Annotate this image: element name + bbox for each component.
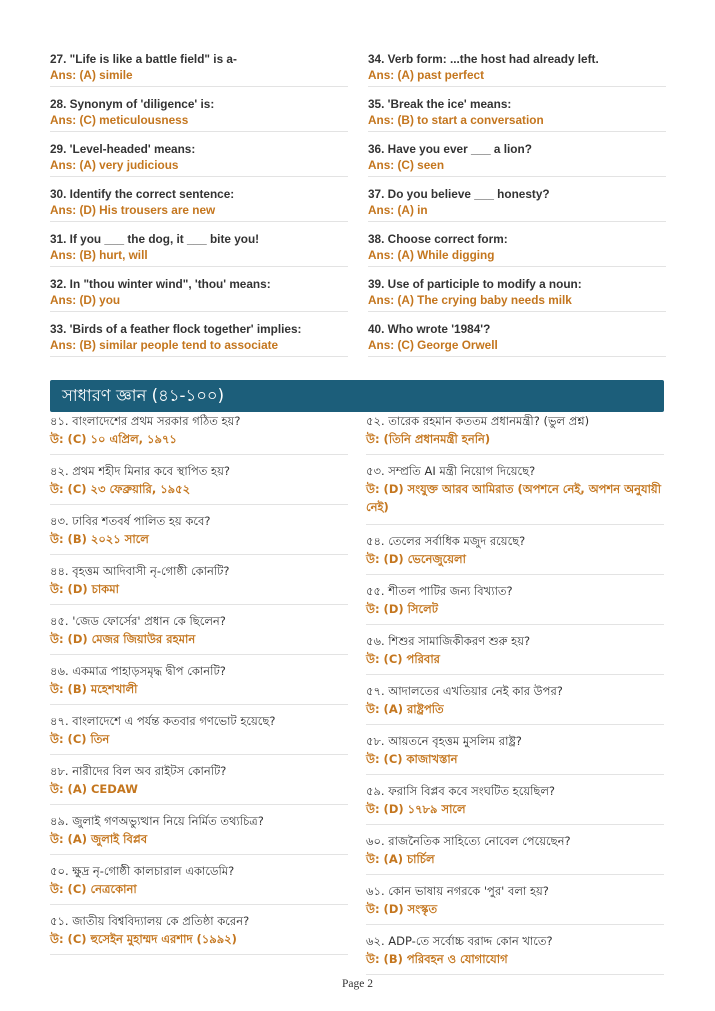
- answer-text: Ans: (A) The crying baby needs milk: [368, 293, 572, 307]
- answer-text: উ: (D) ভেনেজুয়েলা: [366, 552, 466, 566]
- answer-text: Ans: (C) meticulousness: [50, 113, 189, 127]
- answer-text: উ: (C) নেত্রকোনা: [50, 882, 137, 896]
- answer-text: উ: (A) চার্চিল: [366, 852, 435, 866]
- question-text: ৫৭. আদালতের এখতিয়ার নেই কার উপর?: [366, 684, 563, 698]
- question-text: ৫৯. ফরাসি বিপ্লব কবে সংঘটিত হয়েছিল?: [366, 784, 556, 798]
- question-item: [50, 320, 348, 357]
- question-text: ৪৬. একমাত্র পাহাড়সমৃদ্ধ দ্বীপ কোনটি?: [50, 664, 226, 678]
- question-item: [50, 563, 348, 605]
- question-item: [366, 463, 664, 525]
- question-text: ৫৩. সম্প্রতি AI মন্ত্রী নিয়োগ দিয়েছে?: [366, 464, 536, 478]
- question-text: ৫২. তারেক রহমান কততম প্রধানমন্ত্রী? (ভুল প্রশ্ন): [366, 414, 590, 428]
- question-text: ৪৭. বাংলাদেশে এ পর্যন্ত কতবার গণভোট হয়েছে?: [50, 714, 276, 728]
- answer-text: Ans: (A) very judicious: [50, 158, 179, 172]
- question-text: 34. Verb form: ...the host had already left.: [368, 52, 599, 66]
- question-item: [50, 763, 348, 805]
- answer-text: উ: (A) CEDAW: [50, 782, 138, 796]
- question-text: 38. Choose correct form:: [368, 232, 508, 246]
- question-text: ৪৫. 'জেড ফোর্সের' প্রধান কে ছিলেন?: [50, 614, 226, 628]
- question-text: ৫৮. আয়তনে বৃহত্তম মুসলিম রাষ্ট্র?: [366, 734, 522, 748]
- question-text: ৬২. ADP-তে সর্বোচ্চ বরাদ্দ কোন খাতে?: [366, 934, 553, 948]
- question-item: [366, 533, 664, 575]
- answer-text: উ: (B) পরিবহন ও যোগাযোগ: [366, 952, 508, 966]
- question-item: [366, 583, 664, 625]
- question-text: 27. "Life is like a battle field" is a-: [50, 52, 237, 66]
- section-header: সাধারণ জ্ঞান (৪১-১০০): [50, 380, 664, 412]
- question-item: [50, 913, 348, 955]
- answer-text: উ: (C) ১০ এপ্রিল, ১৯৭১: [50, 432, 177, 446]
- question-text: ৪২. প্রথম শহীদ মিনার কবে স্থাপিত হয়?: [50, 464, 230, 478]
- question-item: [50, 813, 348, 855]
- question-text: 31. If you ___ the dog, it ___ bite you!: [50, 232, 260, 246]
- question-item: [368, 275, 666, 312]
- question-text: 35. 'Break the ice' means:: [368, 97, 512, 111]
- question-item: [366, 413, 664, 455]
- question-item: [50, 613, 348, 655]
- question-item: [366, 833, 664, 875]
- english-right-column: [368, 50, 666, 365]
- answer-text: Ans: (D) you: [50, 293, 121, 307]
- question-text: ৫১. জাতীয় বিশ্ববিদ্যালয় কে প্রতিষ্ঠা করেন?: [50, 914, 250, 928]
- answer-text: উ: (C) ২৩ ফেব্রুয়ারি, ১৯৫২: [50, 482, 191, 496]
- question-text: 29. 'Level-headed' means:: [50, 142, 196, 156]
- question-item: [368, 230, 666, 267]
- question-text: ৫৫. শীতল পাটির জন্য বিখ্যাত?: [366, 584, 513, 598]
- question-text: ৬০. রাজনৈতিক সাহিত্যে নোবেল পেয়েছেন?: [366, 834, 571, 848]
- question-item: [50, 140, 348, 177]
- answer-text: Ans: (A) past perfect: [368, 68, 485, 82]
- question-text: ৪৪. বৃহত্তম আদিবাসী নৃ-গোষ্ঠী কোনটি?: [50, 564, 230, 578]
- answer-text: উ: (C) হুসেইন মুহাম্মদ এরশাদ (১৯৯২): [50, 932, 237, 946]
- question-item: [368, 185, 666, 222]
- question-item: [50, 863, 348, 905]
- answer-text: Ans: (A) in: [368, 203, 428, 217]
- question-item: [366, 683, 664, 725]
- question-item: [50, 713, 348, 755]
- english-left-column: [50, 50, 348, 365]
- answer-text: Ans: (C) seen: [368, 158, 445, 172]
- answer-text: উ: (A) রাষ্ট্রপতি: [366, 702, 444, 716]
- answer-text: উ: (A) জুলাই বিপ্লব: [50, 832, 148, 846]
- answer-text: Ans: (C) George Orwell: [368, 338, 498, 352]
- answer-text: উ: (B) মহেশখালী: [50, 682, 138, 696]
- question-item: [50, 513, 348, 555]
- question-text: ৫০. ক্ষুদ্র নৃ-গোষ্ঠী কালচারাল একাডেমি?: [50, 864, 235, 878]
- question-text: ৪৮. নারীদের বিল অব রাইটস কোনটি?: [50, 764, 227, 778]
- answer-text: Ans: (B) hurt, will: [50, 248, 148, 262]
- question-item: [50, 275, 348, 312]
- question-item: [50, 413, 348, 455]
- answer-text: Ans: (D) His trousers are new: [50, 203, 216, 217]
- answer-text: উ: (D) সংস্কৃত: [366, 902, 438, 916]
- question-item: [50, 185, 348, 222]
- question-item: [366, 783, 664, 825]
- question-item: [366, 883, 664, 925]
- answer-text: উ: (C) কাজাখস্তান: [366, 752, 458, 766]
- answer-text: উ: (D) চাকমা: [50, 582, 119, 596]
- english-questions-section: [50, 50, 666, 365]
- question-item: [366, 933, 664, 975]
- question-text: ৫৬. শিশুর সামাজিকীকরণ শুরু হয়?: [366, 634, 531, 648]
- question-text: 33. 'Birds of a feather flock together' implies:: [50, 322, 302, 336]
- answer-text: Ans: (B) similar people tend to associate: [50, 338, 279, 352]
- answer-text: উ: (D) সংযুক্ত আরব আমিরাত (অপশনে নেই, অপশন অনুযায়ী নেই): [366, 482, 661, 514]
- question-text: 39. Use of participle to modify a noun:: [368, 277, 582, 291]
- answer-text: উ: (তিনি প্রধানমন্ত্রী হননি): [366, 432, 491, 446]
- question-text: ৬১. কোন ভাষায় নগরকে 'পুর' বলা হয়?: [366, 884, 549, 898]
- question-text: 36. Have you ever ___ a lion?: [368, 142, 532, 156]
- answer-text: Ans: (A) simile: [50, 68, 133, 82]
- question-text: 28. Synonym of 'diligence' is:: [50, 97, 215, 111]
- gk-questions-section: [50, 413, 664, 983]
- question-item: [368, 95, 666, 132]
- question-text: ৪৩. ঢাবির শতবর্ষ পালিত হয় কবে?: [50, 514, 211, 528]
- question-text: ৪৯. জুলাই গণঅভ্যুত্থান নিয়ে নির্মিত তথ্যচিত্র?: [50, 814, 264, 828]
- answer-text: উ: (D) মেজর জিয়াউর রহমান: [50, 632, 196, 646]
- question-item: [368, 140, 666, 177]
- question-item: [50, 230, 348, 267]
- gk-right-column: [366, 413, 664, 983]
- question-text: ৫৪. তেলের সর্বাধিক মজুদ রয়েছে?: [366, 534, 526, 548]
- answer-text: উ: (D) সিলেট: [366, 602, 438, 616]
- answer-text: উ: (C) পরিবার: [366, 652, 440, 666]
- question-text: 32. In "thou winter wind", 'thou' means:: [50, 277, 271, 291]
- question-item: [50, 95, 348, 132]
- answer-text: উ: (C) তিন: [50, 732, 110, 746]
- answer-text: উ: (B) ২০২১ সালে: [50, 532, 149, 546]
- question-text: ৪১. বাংলাদেশের প্রথম সরকার গঠিত হয়?: [50, 414, 241, 428]
- question-text: 30. Identify the correct sentence:: [50, 187, 235, 201]
- question-item: [50, 663, 348, 705]
- question-item: [368, 320, 666, 357]
- question-item: [366, 633, 664, 675]
- question-item: [366, 733, 664, 775]
- question-item: [50, 463, 348, 505]
- answer-text: Ans: (B) to start a conversation: [368, 113, 544, 127]
- gk-left-column: [50, 413, 348, 983]
- answer-text: উ: (D) ১৭৮৯ সালে: [366, 802, 466, 816]
- question-text: 40. Who wrote '1984'?: [368, 322, 491, 336]
- question-text: 37. Do you believe ___ honesty?: [368, 187, 550, 201]
- question-item: [50, 50, 348, 87]
- answer-text: Ans: (A) While digging: [368, 248, 495, 262]
- page-number: Page 2: [342, 978, 373, 990]
- question-item: [368, 50, 666, 87]
